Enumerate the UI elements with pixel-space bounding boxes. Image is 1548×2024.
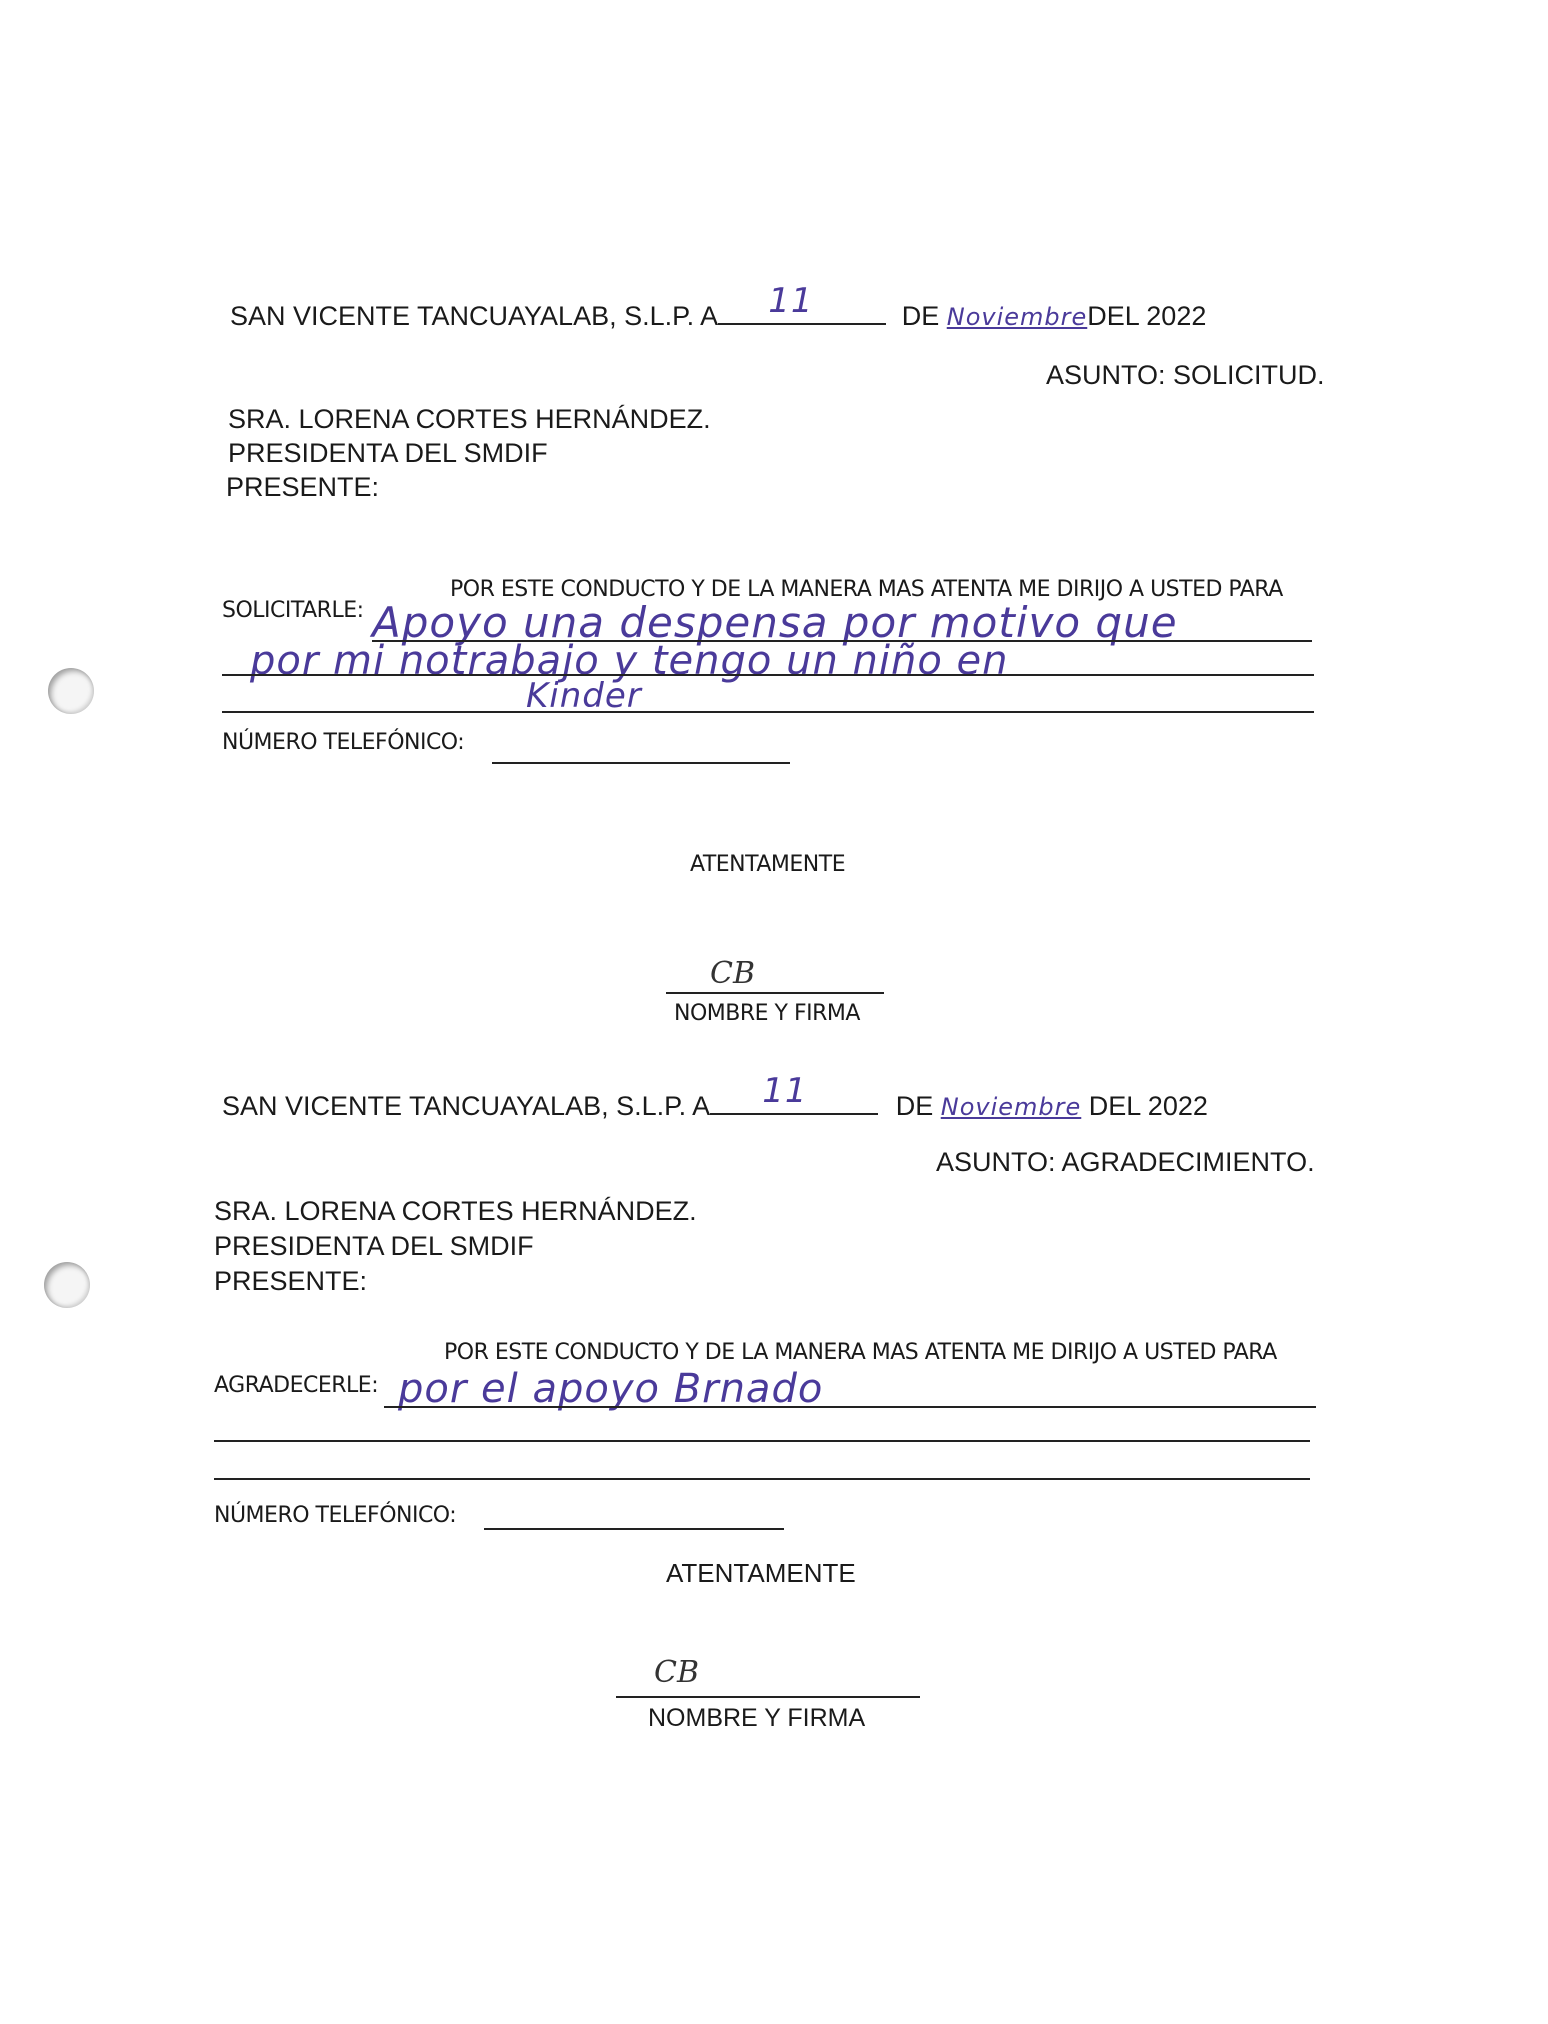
location: SAN VICENTE TANCUAYALAB, S.L.P. A bbox=[222, 1091, 711, 1121]
handwritten-line-2: por mi notrabajo y tengo un niño en bbox=[250, 638, 1009, 684]
field-line-1[interactable] bbox=[384, 1406, 1316, 1408]
year-text: DEL 2022 bbox=[1087, 301, 1207, 331]
handwritten-line-1: por el apoyo Brnado bbox=[398, 1366, 824, 1412]
day-handwritten: 11 bbox=[768, 281, 814, 321]
field-label: AGRADECERLE: bbox=[214, 1373, 379, 1398]
de-label: DE bbox=[901, 301, 940, 331]
intro-text: POR ESTE CONDUCTO Y DE LA MANERA MAS ATENTA ME DIRIJO A USTED PARA bbox=[450, 577, 1283, 602]
subject: ASUNTO: AGRADECIMIENTO. bbox=[936, 1147, 1315, 1177]
date-line bbox=[230, 281, 1207, 332]
date-line bbox=[222, 1071, 1208, 1122]
recipient-title: PRESIDENTA DEL SMDIF bbox=[214, 1231, 534, 1261]
de-label: DE bbox=[895, 1091, 934, 1121]
phone-label: NÚMERO TELEFÓNICO: bbox=[214, 1503, 457, 1528]
location: SAN VICENTE TANCUAYALAB, S.L.P. A bbox=[230, 301, 719, 331]
field-line-2[interactable] bbox=[214, 1440, 1310, 1442]
field-line-3[interactable] bbox=[214, 1478, 1310, 1480]
punch-hole-top bbox=[48, 668, 94, 714]
recipient-title: PRESIDENTA DEL SMDIF bbox=[228, 438, 548, 468]
phone-line[interactable] bbox=[492, 762, 790, 764]
day-handwritten: 11 bbox=[762, 1071, 808, 1111]
recipient-name: SRA. LORENA CORTES HERNÁNDEZ. bbox=[228, 404, 711, 434]
closing: ATENTAMENTE bbox=[666, 1558, 856, 1588]
signature-label: NOMBRE Y FIRMA bbox=[648, 1704, 866, 1732]
intro-text: POR ESTE CONDUCTO Y DE LA MANERA MAS ATENTA ME DIRIJO A USTED PARA bbox=[444, 1340, 1277, 1365]
field-line-2[interactable] bbox=[222, 674, 1314, 676]
day-blank[interactable] bbox=[710, 1071, 878, 1115]
year-text: DEL 2022 bbox=[1088, 1091, 1208, 1121]
month-handwritten: Noviembre bbox=[940, 1093, 1082, 1121]
signature-line[interactable] bbox=[666, 992, 884, 994]
phone-line[interactable] bbox=[484, 1528, 784, 1530]
signature: CB bbox=[654, 1655, 699, 1690]
month-handwritten: Noviembre bbox=[946, 303, 1088, 331]
handwritten-line-1: Apoyo una despensa por motivo que bbox=[372, 598, 1178, 647]
closing: ATENTAMENTE bbox=[690, 852, 846, 877]
day-blank[interactable] bbox=[718, 281, 886, 325]
signature-line[interactable] bbox=[616, 1696, 920, 1698]
present-label: PRESENTE: bbox=[214, 1266, 368, 1296]
recipient-name: SRA. LORENA CORTES HERNÁNDEZ. bbox=[214, 1196, 697, 1226]
signature-label: NOMBRE Y FIRMA bbox=[674, 1001, 860, 1026]
punch-hole-bottom bbox=[44, 1262, 90, 1308]
field-line-3[interactable] bbox=[222, 711, 1314, 713]
present-label: PRESENTE: bbox=[226, 472, 380, 502]
phone-label: NÚMERO TELEFÓNICO: bbox=[222, 730, 465, 755]
field-label: SOLICITARLE: bbox=[222, 598, 364, 623]
handwritten-line-3: Kinder bbox=[526, 676, 642, 716]
subject: ASUNTO: SOLICITUD. bbox=[1046, 360, 1325, 390]
signature: CB bbox=[710, 956, 755, 991]
